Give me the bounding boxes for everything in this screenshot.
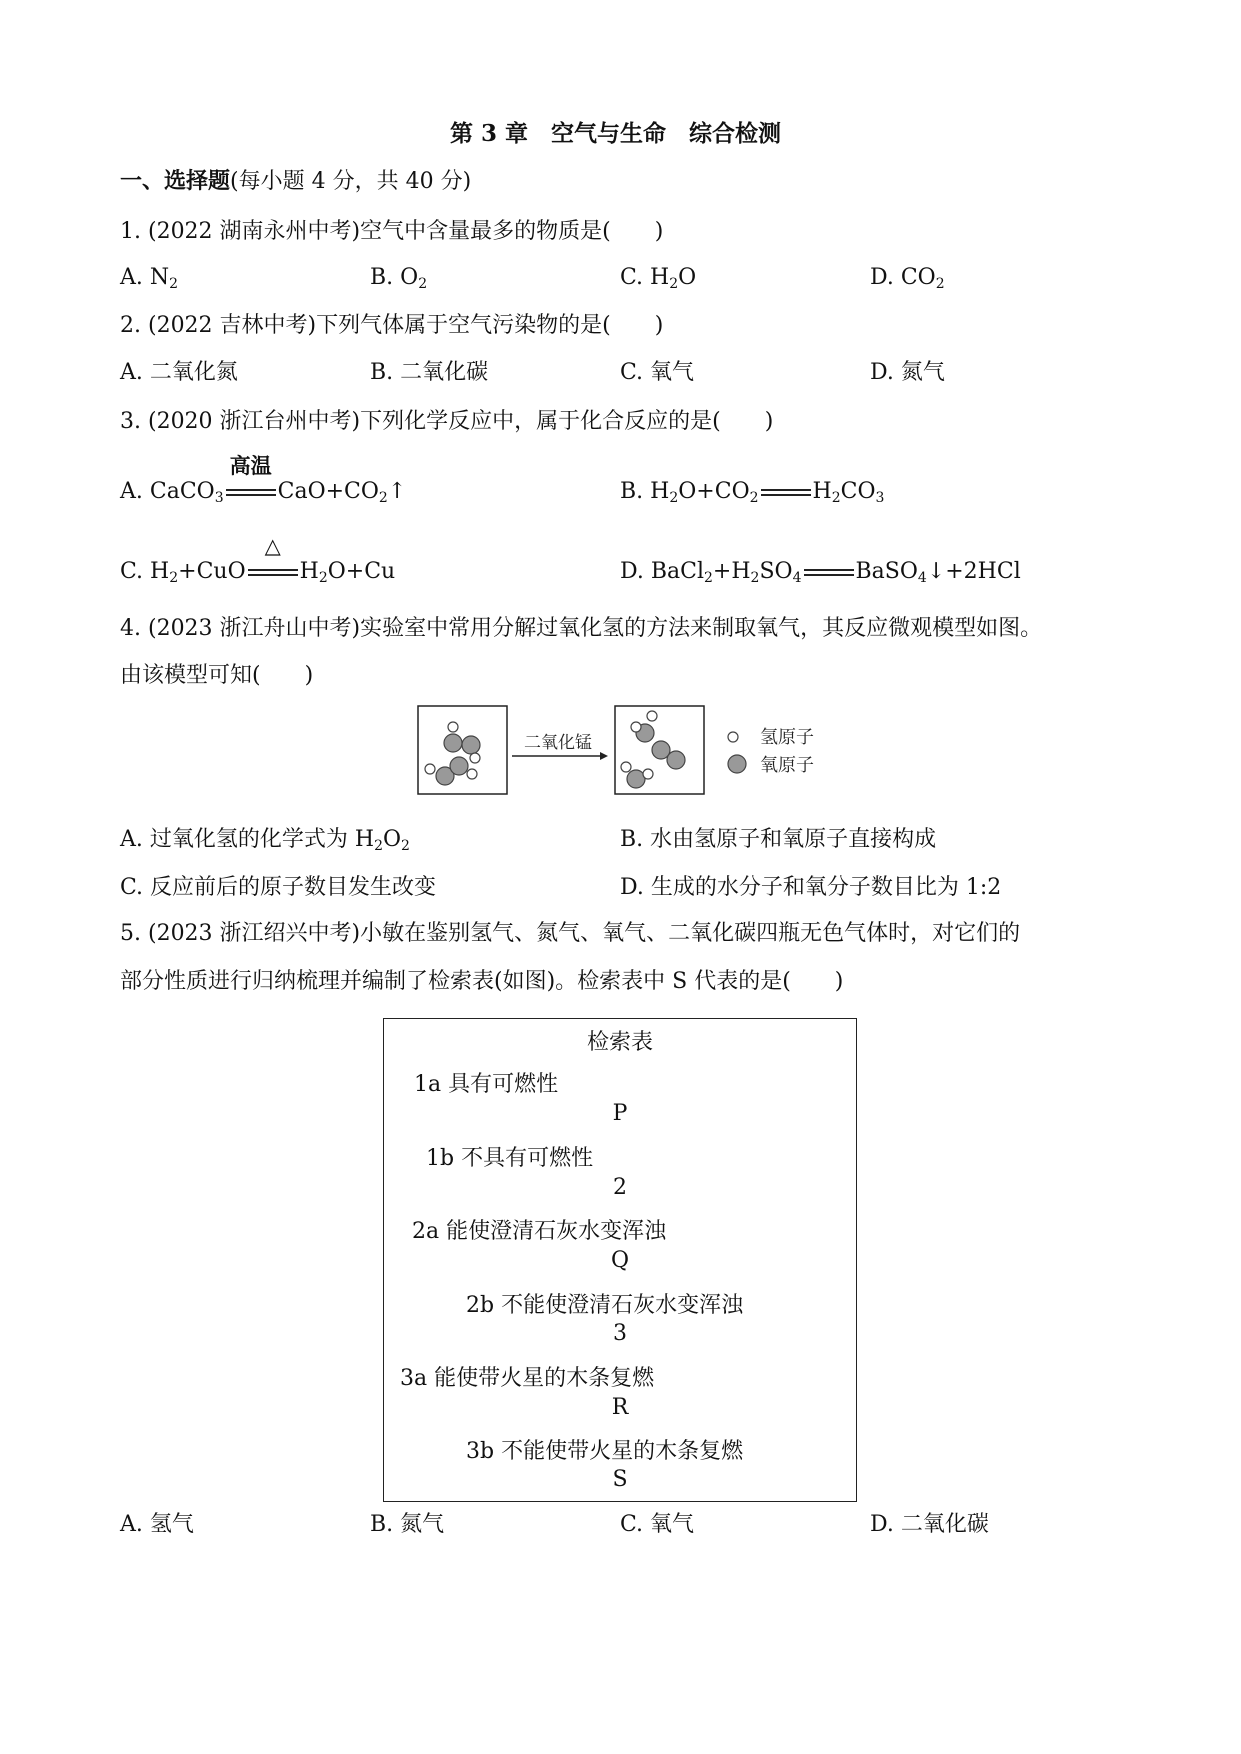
hydrogen-atom [631, 722, 641, 732]
question-3-option-b: B. $H_2O+CO_2$ $H_2CO_3$ [620, 479, 885, 506]
condition-high-temperature: 高温 [229, 453, 272, 478]
hydrogen-atom [470, 753, 480, 763]
hydrogen-atom [448, 722, 458, 732]
question-2-option-a: A. 二氧化氮 [120, 360, 238, 385]
question-5-option-a: A. 氢气 [120, 1512, 194, 1537]
question-1-stem: 1. (2022 湖南永州中考)空气中含量最多的物质是( ) [120, 219, 664, 244]
key-table-row-1a: 1a 具有可燃性 [414, 1072, 559, 1097]
question-3-stem: 3. (2020 浙江台州中考)下列化学反应中，属于化合反应的是( ) [120, 409, 774, 434]
oxygen-atom [667, 751, 685, 769]
question-1-option-c: C. $H_2O$ [620, 265, 697, 292]
question-3-option-d: D. $BaCl_2+H_2SO_4$ BaSO$_4$↓+2HCl [620, 559, 1021, 586]
hydrogen-atom [647, 711, 657, 721]
water-molecule [621, 762, 653, 788]
key-table-result-2a: Q [610, 1248, 630, 1273]
key-table-row-3b: 3b 不能使带火星的木条复燃 [466, 1439, 744, 1464]
key-table-row-2a: 2a 能使澄清石灰水变浑浊 [412, 1219, 667, 1244]
oxygen-atom [450, 757, 468, 775]
question-2-stem: 2. (2022 吉林中考)下列气体属于空气污染物的是( ) [120, 313, 664, 338]
condition-heating: △ [264, 534, 281, 558]
key-table-row-3a: 3a 能使带火星的木条复燃 [400, 1366, 655, 1391]
hydrogen-atom [621, 762, 631, 772]
question-4-stem-line2: 由该模型可知( ) [120, 663, 314, 688]
question-5-stem-line2: 部分性质进行归纳梳理并编制了检索表(如图)。检索表中 S 代表的是( ) [120, 969, 844, 994]
oxygen-atom [444, 734, 462, 752]
catalyst-label: 二氧化锰 [524, 733, 592, 753]
question-5-option-c: C. 氧气 [620, 1512, 695, 1537]
question-2-option-c: C. 氧气 [620, 360, 695, 385]
key-table-row-2b: 2b 不能使澄清石灰水变浑浊 [466, 1293, 744, 1318]
key-table-result-1a: P [612, 1101, 628, 1126]
key-table [383, 1018, 857, 1502]
question-3-option-a: A. CaCO$_3$ 高温 $CaO+CO_2↑$ [120, 453, 407, 506]
hydrogen-atom [643, 769, 653, 779]
arrow-head [600, 752, 608, 760]
question-5-option-b: B. 氮气 [370, 1512, 445, 1537]
key-table-title: 检索表 [586, 1030, 653, 1055]
hydrogen-atom [467, 769, 477, 779]
legend-oxygen-icon [728, 755, 746, 773]
question-1-option-d: D. $CO_2$ [870, 265, 945, 292]
key-table-result-1b: 2 [613, 1175, 627, 1200]
question-5-stem-line1: 5. (2023 浙江绍兴中考)小敏在鉴别氢气、氮气、氧气、二氧化碳四瓶无色气体时，对它们的 [120, 921, 1021, 946]
question-5-option-d: D. 二氧化碳 [870, 1512, 989, 1537]
legend-hydrogen-icon [728, 732, 738, 742]
section-note: (每小题 4 分，共 40 分) [230, 169, 472, 194]
key-table-row-1b: 1b 不具有可燃性 [426, 1146, 594, 1171]
question-2-option-d: D. 氮气 [870, 360, 945, 385]
question-4-option-a: A. 过氧化氢的化学式为 $H_2O_2$ [120, 827, 410, 854]
section-label: 一、选择题 [120, 168, 231, 194]
water-molecule [631, 711, 657, 742]
question-4-stem-line1: 4. (2023 浙江舟山中考)实验室中常用分解过氧化氢的方法来制取氧气，其反应微观模型如图。 [120, 616, 1043, 641]
key-table-result-2b: 3 [613, 1321, 627, 1346]
question-4-option-b: B. 水由氢原子和氧原子直接构成 [620, 827, 937, 852]
question-1-option-b: B. $O_2$ [370, 265, 428, 292]
key-table-result-3b: S [612, 1467, 628, 1492]
reactant-box [418, 706, 507, 794]
oxygen-atom [462, 736, 480, 754]
legend-hydrogen-label: 氢原子 [760, 727, 814, 748]
question-2-option-b: B. 二氧化碳 [370, 360, 489, 385]
oxygen-atom [627, 770, 645, 788]
hydrogen-atom [425, 764, 435, 774]
question-4-option-c: C. 反应前后的原子数目发生改变 [120, 875, 437, 900]
hydrogen-peroxide-molecule [425, 757, 477, 785]
question-4-option-d: D. 生成的水分子和氧分子数目比为 1:2 [620, 875, 1002, 900]
reaction-micro-model [0, 0, 1241, 820]
hydrogen-peroxide-molecule [444, 722, 480, 763]
page-title: 第 3 章 空气与生命 综合检测 [450, 120, 782, 147]
question-1-option-a: A. $N_2$ [120, 265, 179, 292]
oxygen-molecule [652, 741, 685, 769]
key-table-result-3a: R [611, 1395, 629, 1420]
question-3-option-c: C. $H_2+CuO$ △ $H_2O+Cu$ [120, 534, 396, 586]
legend-oxygen-label: 氧原子 [760, 755, 814, 776]
